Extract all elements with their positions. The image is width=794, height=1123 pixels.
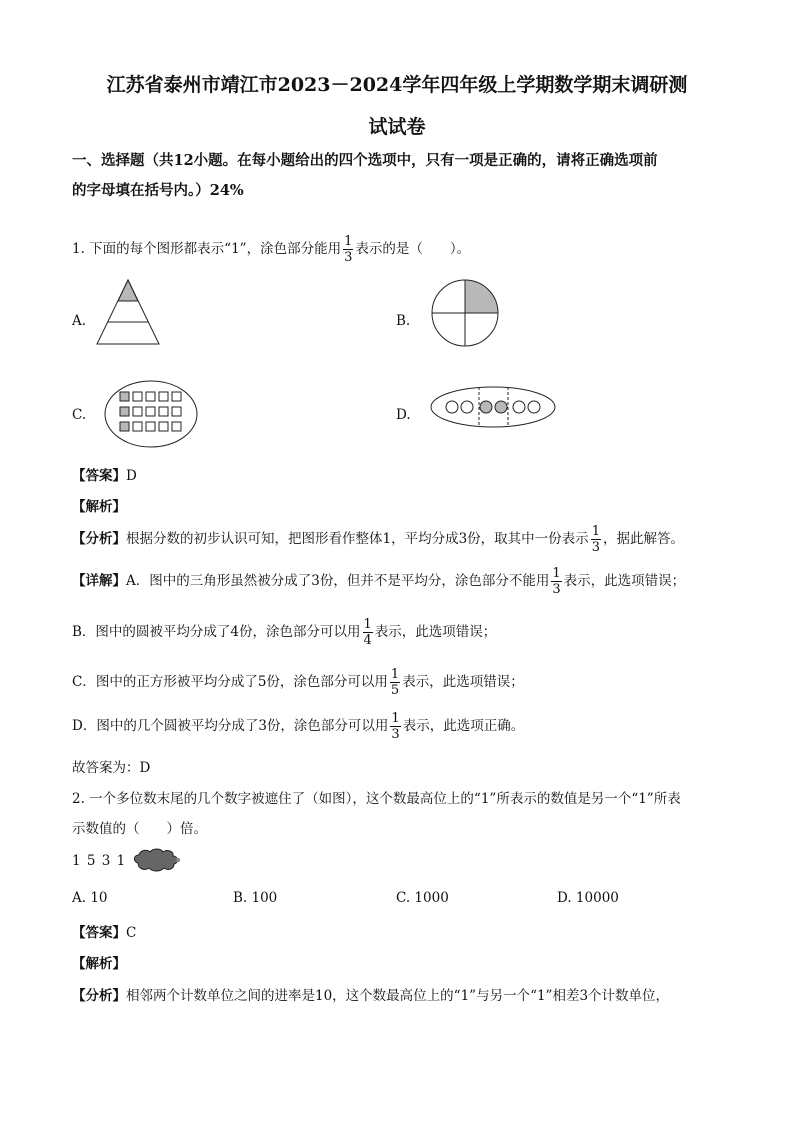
circle-figure bbox=[430, 278, 500, 348]
q2-answer: 【答案】C bbox=[72, 925, 137, 941]
q1-option-b-label: B. bbox=[396, 313, 411, 329]
section-heading-line1: 一、选择题（共12小题。在每小题给出的四个选项中，只有一项是正确的，请将正确选项前 bbox=[72, 152, 658, 169]
q1-fenxi: 【分析】根据分数的初步认识可知，把图形看作整体1，平均分成3份，取其中一份表示 $\frac{1}{3}$ ，据此解答。 bbox=[72, 524, 684, 555]
squares-ellipse-figure bbox=[103, 378, 199, 450]
detail-d-fraction: $\frac{1}{3}$ bbox=[391, 711, 400, 742]
page-title-line1: 江苏省泰州市靖江市2023－2024学年四年级上学期数学期末调研测 bbox=[106, 74, 688, 96]
q2-option-c: C. 1000 bbox=[396, 890, 449, 906]
q1-stem-text: 1. 下面的每个图形都表示“1”，涂色部分能用 bbox=[72, 241, 342, 257]
section-heading bbox=[72, 146, 732, 206]
q2-fenxi: 【分析】相邻两个计数单位之间的进率是10，这个数最高位上的“1”与另一个“1”相差3个计数单位， bbox=[72, 988, 670, 1004]
q1-detail-b: B．图中的圆被平均分成了4份，涂色部分可以用 $\frac{1}{4}$ 表示，此选项错误； bbox=[72, 617, 497, 648]
answer-tag: 【答案】 bbox=[72, 468, 126, 484]
detail-c-fraction: $\frac{1}{5}$ bbox=[390, 667, 400, 698]
cloud-cover-icon bbox=[132, 847, 182, 873]
fenxi-fraction: $\frac{1}{3}$ bbox=[591, 524, 600, 555]
q1-detail-a: 【详解】A．图中的三角形虽然被分成了3份，但并不是平均分，涂色部分不能用 $\frac{1}{3}$ 表示，此选项错误； bbox=[72, 566, 686, 597]
q2-option-a: A. 10 bbox=[72, 890, 108, 906]
q2-digits: 1 5 3 1 bbox=[72, 853, 127, 869]
q2-stem-line1: 2. 一个多位数末尾的几个数字被遮住了（如图），这个数最高位上的“1”所表示的数值是另一个“1”所表 bbox=[72, 791, 681, 807]
q1-option-a-label: A. bbox=[72, 313, 87, 329]
detail-b-fraction: $\frac{1}{4}$ bbox=[363, 617, 372, 648]
q1-analysis-tag: 【解析】 bbox=[72, 499, 126, 515]
q2-option-d: D. 10000 bbox=[557, 890, 619, 906]
q1-option-d-label: D. bbox=[396, 407, 411, 423]
q2-option-b: B. 100 bbox=[233, 890, 278, 906]
q2-stem-line2: 示数值的（ ）倍。 bbox=[72, 821, 207, 837]
q1-conclusion: 故答案为：D bbox=[72, 760, 151, 776]
page-title-line2: 试试卷 bbox=[368, 116, 426, 138]
triangle-figure bbox=[95, 278, 165, 348]
q1-option-c-label: C. bbox=[72, 407, 87, 423]
q1-stem-fraction: $\frac{1}{3}$ bbox=[344, 234, 353, 265]
q1-stem bbox=[72, 234, 470, 265]
q2-analysis-tag: 【解析】 bbox=[72, 956, 126, 972]
q1-answer bbox=[72, 464, 137, 484]
detail-a-fraction: $\frac{1}{3}$ bbox=[552, 566, 561, 597]
circles-ellipse-figure bbox=[430, 385, 560, 429]
answer-value: D bbox=[126, 468, 137, 484]
q1-detail-c: C．图中的正方形被平均分成了5份，涂色部分可以用 $\frac{1}{5}$ 表示，此选项错误； bbox=[72, 667, 524, 698]
section-heading-line2: 的字母填在括号内。）24% bbox=[72, 182, 244, 199]
q1-stem-text-after: 表示的是（ ）。 bbox=[355, 241, 471, 257]
q1-detail-d: D．图中的几个圆被平均分成了3份，涂色部分可以用 $\frac{1}{3}$ 表示，此选项正确。 bbox=[72, 711, 525, 742]
